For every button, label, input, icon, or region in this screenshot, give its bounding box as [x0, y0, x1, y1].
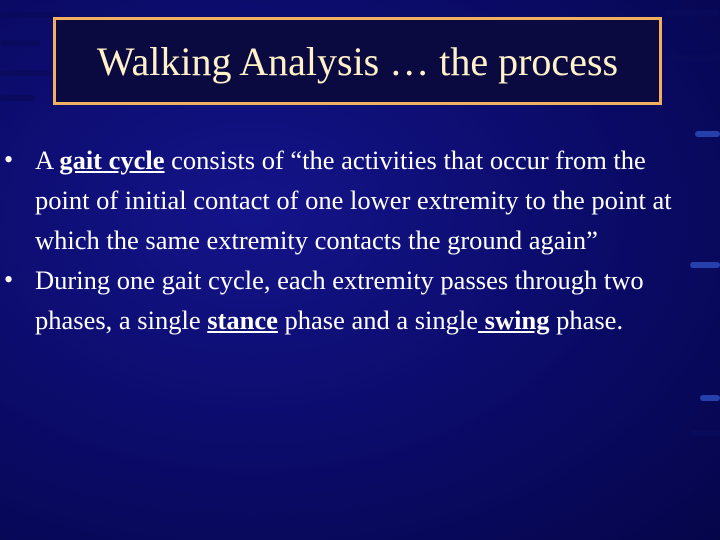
text-segment: consists of “the activities that occur from the point of initial contact of one lower extremity to the point at which the same extremity contacts the ground again”	[35, 145, 672, 255]
decor-stripe	[0, 40, 40, 46]
decor-stripe	[690, 430, 720, 436]
bullet-list	[4, 140, 704, 340]
bullet-dot: •	[4, 145, 14, 174]
decor-stripe	[0, 95, 35, 101]
text-segment: phase.	[549, 305, 624, 335]
text-segment: phase and a single	[277, 305, 479, 335]
decor-stripe	[0, 12, 60, 18]
text-segment: During one gait cycle, each extremity passes through two phases, a single	[35, 265, 644, 335]
decor-stripe	[700, 395, 720, 401]
bullet-dot: •	[4, 265, 14, 294]
bullet-item	[4, 260, 704, 340]
term-stance: stance	[207, 305, 278, 335]
term-gait-cycle: gait cycle	[59, 145, 165, 175]
term-swing: swing	[478, 305, 550, 335]
bullet-item	[4, 140, 704, 260]
slide-title: Walking Analysis … the process	[96, 38, 619, 84]
decor-stripe	[695, 131, 720, 137]
decor-stripe	[665, 10, 720, 16]
decor-stripe	[670, 55, 720, 61]
text-segment: A	[35, 145, 60, 175]
title-box	[53, 17, 662, 105]
decor-stripe	[0, 70, 50, 76]
